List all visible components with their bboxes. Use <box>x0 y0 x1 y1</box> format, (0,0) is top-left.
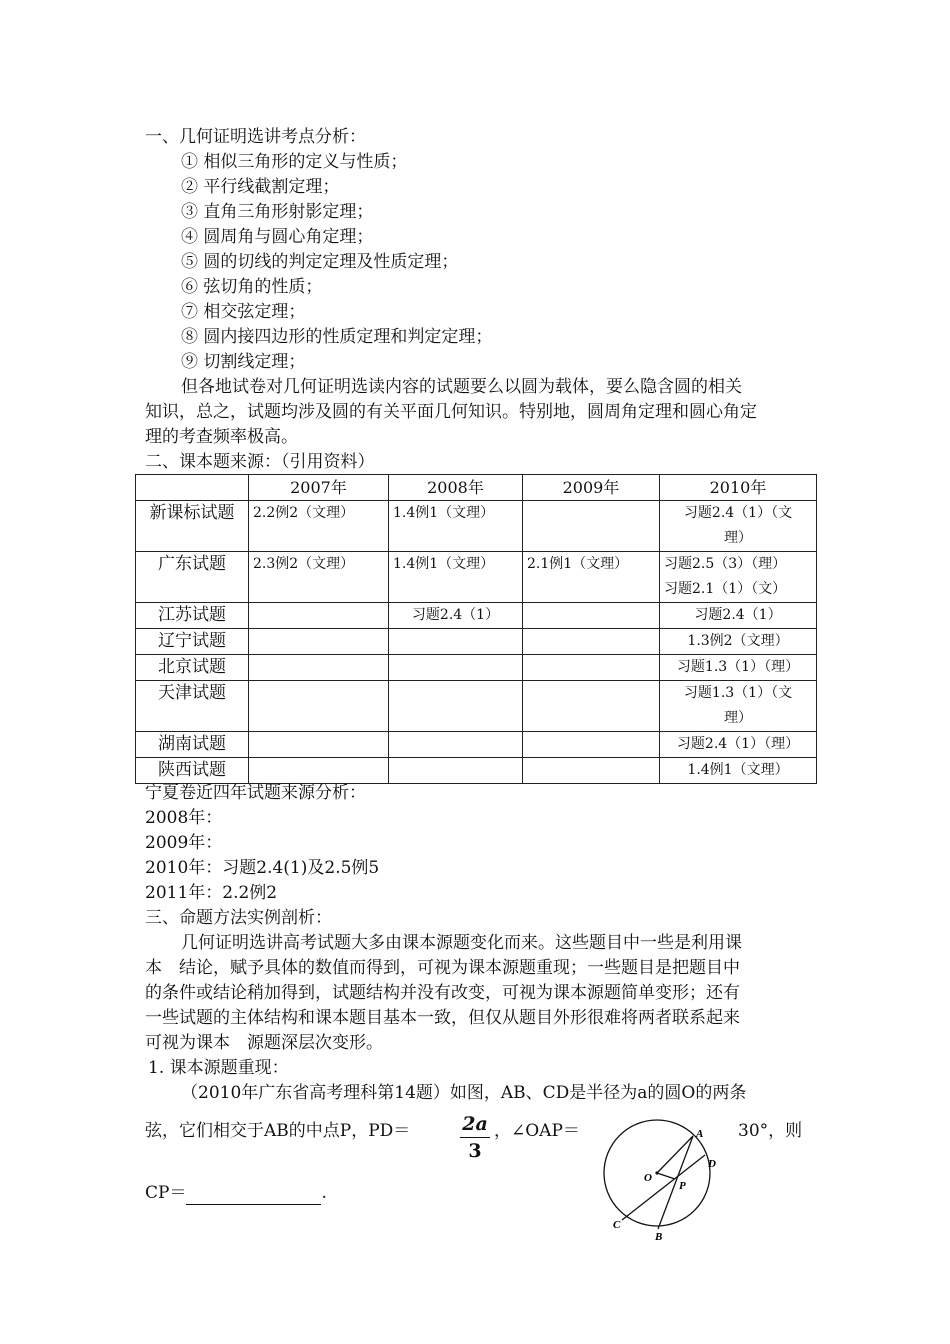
label-o: O <box>644 1172 652 1184</box>
label-b: B <box>655 1231 663 1243</box>
method-paragraph-line-2: 本 结论，赋予具体的数值而得到，可视为课本源题重现；一些题目是把题目中 <box>145 958 740 978</box>
row-label: 广东试题 <box>136 552 249 603</box>
cell-line: 习题1.3（1）（文 <box>683 685 793 701</box>
table-header-cell: 2008年 <box>389 475 523 501</box>
table-row <box>136 552 817 603</box>
topic-item-5: ⑤ 圆的切线的判定定理及性质定理； <box>181 252 459 272</box>
method-paragraph-line-3: 的条件或结论稍加得到，试题结构并没有改变，可视为课本源题简单变形；还有 <box>145 983 740 1003</box>
cell-line: 理） <box>724 530 752 546</box>
table-cell: 2.3例2（文理） <box>249 552 389 603</box>
table-row <box>136 655 817 681</box>
problem-line-2-left: 弦，它们相交于AB的中点P，PD＝ <box>145 1121 411 1141</box>
label-c: C <box>613 1219 621 1231</box>
table-cell <box>660 681 817 732</box>
row-label: 新课标试题 <box>136 501 249 552</box>
table-cell <box>249 629 389 655</box>
table-row <box>136 629 817 655</box>
topic-item-9: ⑨ 切割线定理； <box>181 352 306 372</box>
table-cell: 1.4例1（文理） <box>660 758 817 784</box>
table-header-cell: 2007年 <box>249 475 389 501</box>
table-cell <box>249 758 389 784</box>
table-cell <box>660 501 817 552</box>
table-cell <box>523 629 660 655</box>
fraction-bar <box>460 1137 490 1138</box>
segment-op <box>657 1173 675 1179</box>
table-cell <box>389 681 523 732</box>
period: . <box>321 1183 327 1203</box>
row-label: 北京试题 <box>136 655 249 681</box>
cell-line: 习题2.4（1）（文 <box>683 505 793 521</box>
table-cell: 2.2例2（文理） <box>249 501 389 552</box>
label-d: D <box>708 1158 716 1170</box>
table-cell <box>389 629 523 655</box>
table-cell: 1.4例1（文理） <box>389 501 523 552</box>
table-cell <box>389 655 523 681</box>
circle-geometry-figure <box>596 1112 728 1244</box>
table-cell <box>249 603 389 629</box>
problem-line-1: （2010年广东省高考理科第14题）如图，AB、CD是半径为a的圆O的两条 <box>181 1083 747 1103</box>
table-header-cell: 2009年 <box>523 475 660 501</box>
answer-blank[interactable] <box>186 1186 321 1205</box>
analysis-paragraph-line-2: 知识，总之，试题均涉及圆的有关平面几何知识。特别地，圆周角定理和圆心角定 <box>145 402 757 422</box>
table-cell: 1.3例2（文理） <box>660 629 817 655</box>
row-label: 天津试题 <box>136 681 249 732</box>
table-row <box>136 758 817 784</box>
table-cell <box>389 758 523 784</box>
chord-cd <box>622 1155 705 1220</box>
topic-item-2: ② 平行线截割定理； <box>181 177 340 197</box>
cp-label: CP＝ <box>145 1183 187 1203</box>
topic-item-3: ③ 直角三角形射影定理； <box>181 202 374 222</box>
table-row <box>136 732 817 758</box>
table-cell <box>523 681 660 732</box>
table-cell <box>523 655 660 681</box>
table-cell <box>389 732 523 758</box>
cell-line: 习题2.1（1）（文） <box>664 581 787 597</box>
table-cell: 习题1.3（1）（理） <box>660 655 817 681</box>
table-cell: 习题2.4（1）（理） <box>660 732 817 758</box>
cell-line: 理） <box>724 710 752 726</box>
subsection-1-heading: 1. 课本源题重现： <box>148 1058 289 1078</box>
table-row <box>136 681 817 732</box>
label-p: P <box>679 1180 686 1192</box>
cell-line: 习题2.5（3）（理） <box>664 556 787 572</box>
method-paragraph-line-5: 可视为课本 源题深层次变形。 <box>145 1033 383 1053</box>
table-cell <box>523 758 660 784</box>
table-cell: 2.1例1（文理） <box>523 552 660 603</box>
section1-heading: 一、几何证明选讲考点分析： <box>145 127 366 147</box>
segment-oa <box>657 1136 693 1173</box>
topic-item-4: ④ 圆周角与圆心角定理； <box>181 227 374 247</box>
table-cell: 习题2.4（1） <box>389 603 523 629</box>
row-label: 陕西试题 <box>136 758 249 784</box>
analysis-paragraph-line-1: 但各地试卷对几何证明选读内容的试题要么以圆为载体，要么隐含圆的相关 <box>181 377 742 397</box>
table-header-row <box>136 475 817 501</box>
table-cell <box>660 552 817 603</box>
problem-line-2-right: 30°，则 <box>738 1121 803 1141</box>
label-a: A <box>696 1128 704 1140</box>
fraction-numerator: 2a <box>462 1113 488 1135</box>
row-label: 湖南试题 <box>136 732 249 758</box>
table-cell <box>249 681 389 732</box>
table-cell <box>249 655 389 681</box>
table-row <box>136 603 817 629</box>
table-row <box>136 501 817 552</box>
table-header-cell <box>136 475 249 501</box>
topic-item-6: ⑥ 弦切角的性质； <box>181 277 323 297</box>
table-cell: 1.4例1（文理） <box>389 552 523 603</box>
table-cell: 习题2.4（1） <box>660 603 817 629</box>
ningxia-2011: 2011年：2.2例2 <box>145 883 278 903</box>
chord-ab <box>658 1136 693 1229</box>
section2-heading: 二、课本题来源：（引用资料） <box>145 452 375 472</box>
section3-heading: 三、命题方法实例剖析： <box>145 908 332 928</box>
analysis-paragraph-line-3: 理的考查频率极高。 <box>145 427 298 447</box>
topic-item-1: ① 相似三角形的定义与性质； <box>181 152 408 172</box>
fraction-2a-over-3 <box>460 1113 490 1162</box>
ningxia-2009: 2009年： <box>145 833 223 853</box>
fraction-denominator: 3 <box>468 1140 482 1162</box>
ningxia-heading: 宁夏卷近四年试题来源分析： <box>145 783 366 803</box>
problem-line-2-mid: ，∠OAP＝ <box>494 1121 580 1141</box>
table-cell <box>249 732 389 758</box>
problem-line-3 <box>145 1181 327 1205</box>
method-paragraph-line-4: 一些试题的主体结构和课本题目基本一致，但仅从题目外形很难将两者联系起来 <box>145 1008 740 1028</box>
ningxia-2010: 2010年：习题2.4(1)及2.5例5 <box>145 858 380 878</box>
center-point-o <box>655 1171 658 1174</box>
row-label: 辽宁试题 <box>136 629 249 655</box>
table-cell <box>523 501 660 552</box>
ningxia-2008: 2008年： <box>145 808 223 828</box>
topic-item-8: ⑧ 圆内接四边形的性质定理和判定定理； <box>181 327 493 347</box>
method-paragraph-line-1: 几何证明选讲高考试题大多由课本源题变化而来。这些题目中一些是利用课 <box>181 933 742 953</box>
table-cell <box>523 732 660 758</box>
topic-item-7: ⑦ 相交弦定理； <box>181 302 306 322</box>
table-cell <box>523 603 660 629</box>
table-header-cell: 2010年 <box>660 475 817 501</box>
source-table <box>135 474 817 784</box>
row-label: 江苏试题 <box>136 603 249 629</box>
